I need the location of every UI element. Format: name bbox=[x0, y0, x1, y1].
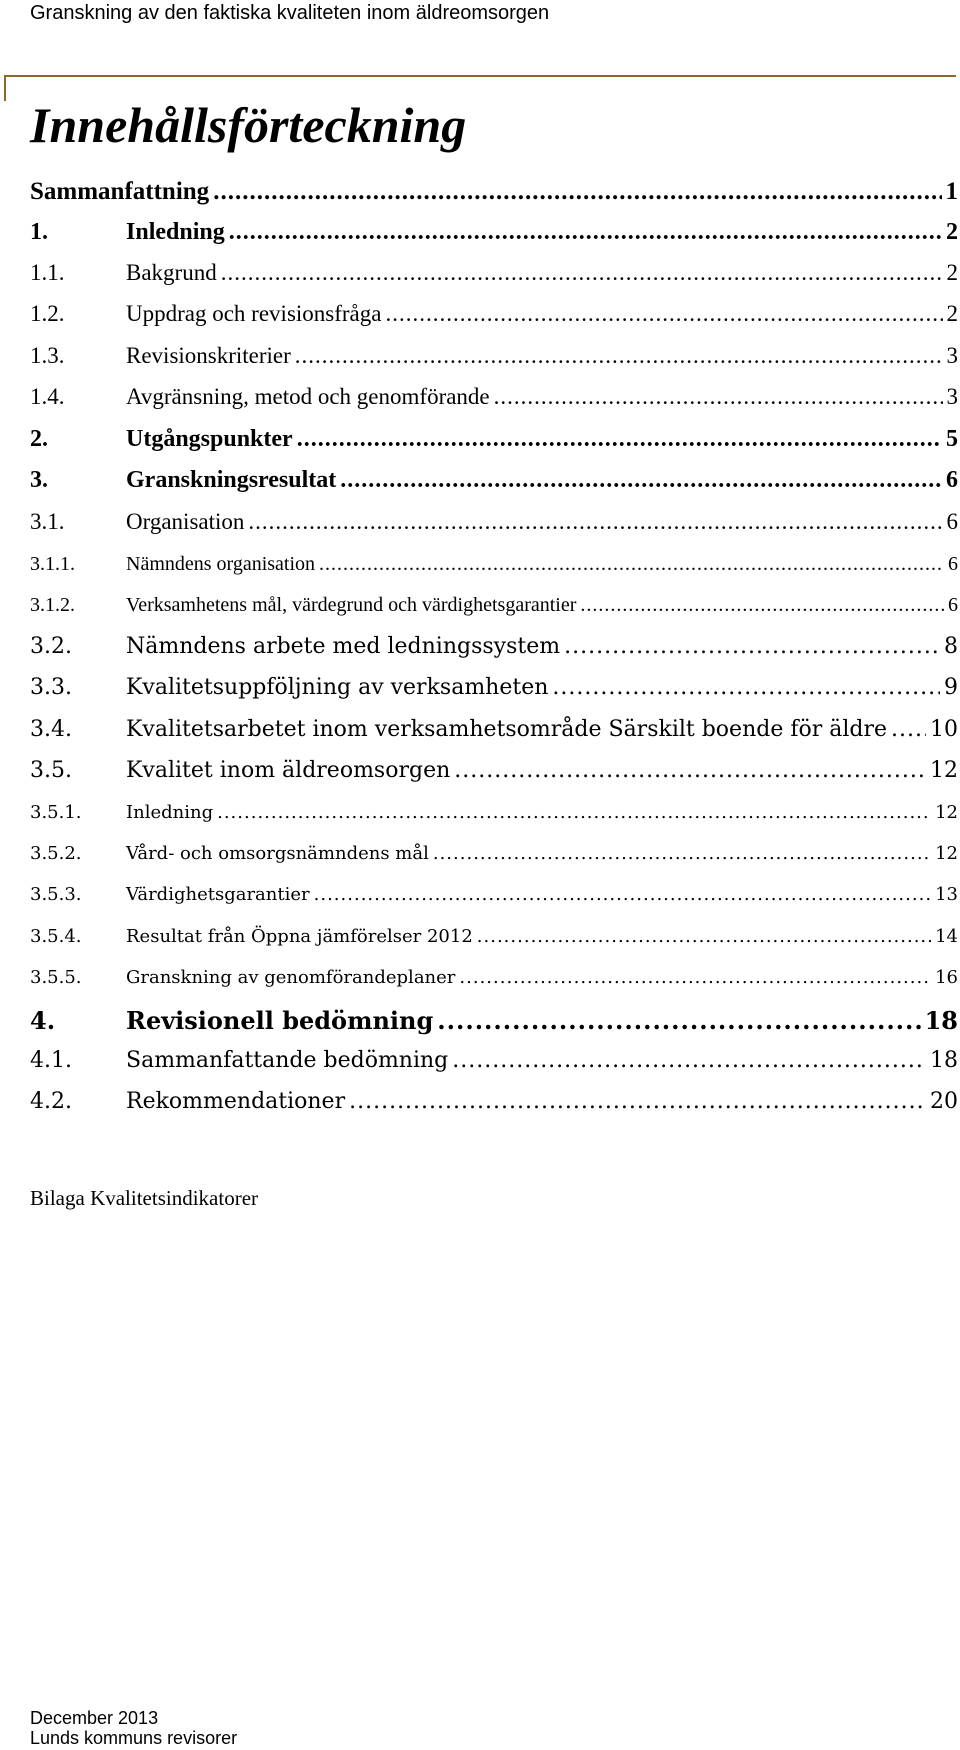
toc-entry-page: 6 bbox=[948, 553, 958, 575]
toc-entry[interactable] bbox=[30, 594, 958, 617]
toc-entry-page: 3 bbox=[946, 384, 958, 409]
toc-leader-dots bbox=[248, 509, 942, 535]
toc-entry-number: 1.2. bbox=[30, 301, 65, 326]
toc-entry-number: 3.5. bbox=[30, 758, 72, 783]
toc-entry-number: 1.3. bbox=[30, 343, 65, 368]
toc-leader-dots bbox=[891, 717, 926, 742]
toc-entry-page: 18 bbox=[924, 1006, 958, 1035]
toc-entry[interactable] bbox=[30, 384, 958, 410]
toc-entry-page: 16 bbox=[935, 967, 958, 988]
toc-entry-label: Värdighetsgarantier bbox=[126, 884, 310, 905]
toc-entry[interactable] bbox=[30, 675, 958, 700]
toc-entry-label: Uppdrag och revisionsfråga bbox=[126, 301, 382, 326]
toc-leader-dots bbox=[295, 343, 943, 369]
toc-entry[interactable] bbox=[30, 843, 958, 864]
toc-entry-number: 3.1. bbox=[30, 509, 65, 534]
toc-entry[interactable] bbox=[30, 967, 958, 988]
toc-entry-page: 6 bbox=[946, 467, 958, 493]
toc-entry[interactable] bbox=[30, 219, 958, 246]
toc-leader-dots bbox=[552, 675, 940, 700]
toc-entry-number: 3. bbox=[30, 467, 48, 493]
toc-entry-label: Nämndens arbete med ledningssystem bbox=[126, 634, 561, 659]
toc-leader-dots bbox=[297, 426, 942, 453]
toc-leader-dots bbox=[580, 594, 944, 617]
toc-entry-label: Granskning av genomförandeplaner bbox=[126, 967, 456, 988]
toc-entry-page: 5 bbox=[946, 426, 958, 452]
toc-entry-page: 12 bbox=[930, 758, 958, 783]
toc-leader-dots bbox=[437, 1006, 920, 1035]
toc-entry[interactable] bbox=[30, 1048, 958, 1073]
toc-entry[interactable] bbox=[30, 634, 958, 659]
toc-entry-page: 2 bbox=[946, 219, 958, 245]
toc-entry[interactable] bbox=[30, 717, 958, 742]
appendix-note: Bilaga Kvalitetsindikatorer bbox=[30, 1186, 259, 1210]
toc-leader-dots bbox=[454, 758, 926, 783]
toc-entry-page: 3 bbox=[946, 343, 958, 368]
toc-entry[interactable] bbox=[30, 178, 958, 206]
toc-entry[interactable] bbox=[30, 467, 958, 494]
toc-entry-number: 3.5.2. bbox=[30, 843, 82, 864]
toc-entry[interactable] bbox=[30, 343, 958, 369]
toc-entry-label: Vård- och omsorgsnämndens mål bbox=[126, 843, 429, 864]
toc-entry[interactable] bbox=[30, 1089, 958, 1114]
toc-entry-page: 6 bbox=[948, 594, 958, 616]
page-title: Innehållsförteckning bbox=[30, 97, 467, 153]
toc-entry-page: 6 bbox=[946, 509, 958, 534]
toc-entry[interactable] bbox=[30, 553, 958, 576]
toc-leader-dots bbox=[314, 884, 931, 905]
toc-entry-label: Kvalitet inom äldreomsorgen bbox=[126, 758, 451, 783]
toc-entry-number: 3.5.3. bbox=[30, 884, 82, 905]
toc-leader-dots bbox=[385, 301, 942, 327]
toc-entry-number: 3.5.1. bbox=[30, 802, 82, 823]
toc-entry-page: 9 bbox=[944, 675, 958, 700]
toc-entry-label: Granskningsresultat bbox=[126, 467, 337, 493]
toc-leader-dots bbox=[452, 1048, 926, 1073]
toc-entry-number: 2. bbox=[30, 426, 48, 452]
toc-entry-number: 4.1. bbox=[30, 1048, 72, 1073]
page-footer bbox=[30, 1708, 237, 1748]
page-header: Granskning av den faktiska kvaliteten inom äldreomsorgen bbox=[30, 2, 550, 24]
toc-leader-dots bbox=[477, 926, 931, 947]
toc-entry-label: Inledning bbox=[126, 219, 225, 245]
header-rule bbox=[4, 75, 956, 77]
toc-entry[interactable] bbox=[30, 426, 958, 453]
toc-entry-number: 1.1. bbox=[30, 260, 65, 285]
toc-entry[interactable] bbox=[30, 758, 958, 783]
toc-entry-page: 12 bbox=[935, 843, 958, 864]
toc-leader-dots bbox=[459, 967, 931, 988]
toc-entry-label: Revisionskriterier bbox=[126, 343, 291, 368]
toc-leader-dots bbox=[229, 219, 942, 246]
toc-entry-page: 1 bbox=[945, 178, 958, 205]
toc-entry-label: Kvalitetsuppföljning av verksamheten bbox=[126, 675, 549, 700]
toc-entry-label: Nämndens organisation bbox=[126, 553, 316, 575]
toc-entry[interactable] bbox=[30, 260, 958, 286]
toc-entry[interactable] bbox=[30, 509, 958, 535]
header-rule-corner bbox=[4, 75, 6, 101]
toc-entry[interactable] bbox=[30, 1006, 958, 1035]
toc-entry-number: 4.2. bbox=[30, 1089, 72, 1114]
toc-entry-number: 3.2. bbox=[30, 634, 72, 659]
toc-entry-label: Avgränsning, metod och genomförande bbox=[126, 384, 490, 409]
toc-entry-number: 4. bbox=[30, 1006, 56, 1035]
toc-entry-page: 12 bbox=[935, 802, 958, 823]
toc-entry[interactable] bbox=[30, 301, 958, 327]
toc-leader-dots bbox=[494, 384, 943, 410]
toc-entry-label: Organisation bbox=[126, 509, 245, 534]
toc-leader-dots bbox=[433, 843, 931, 864]
toc-entry[interactable] bbox=[30, 802, 958, 823]
toc-entry-page: 20 bbox=[930, 1089, 958, 1114]
toc-leader-dots bbox=[217, 802, 931, 823]
toc-entry-label: Revisionell bedömning bbox=[126, 1006, 434, 1035]
footer-organization: Lunds kommuns revisorer bbox=[30, 1728, 238, 1748]
toc-leader-dots bbox=[221, 260, 943, 286]
toc-entry-page: 8 bbox=[944, 634, 958, 659]
toc-entry[interactable] bbox=[30, 926, 958, 947]
toc-entry-label: Kvalitetsarbetet inom verksamhetsområde Särskilt boende för äldre bbox=[126, 717, 888, 742]
toc-entry-number: 1.4. bbox=[30, 384, 65, 409]
toc-entry-number: 1. bbox=[30, 219, 48, 245]
toc-entry-page: 10 bbox=[930, 717, 958, 742]
toc-entry-number: 3.1.1. bbox=[30, 553, 75, 575]
toc-entry-page: 18 bbox=[930, 1048, 958, 1073]
toc-leader-dots bbox=[340, 467, 942, 494]
toc-entry-page: 2 bbox=[946, 260, 958, 285]
toc-entry-number: 3.5.4. bbox=[30, 926, 82, 947]
footer-date: December 2013 bbox=[30, 1708, 159, 1728]
toc-entry-page: 13 bbox=[935, 884, 958, 905]
toc-entry-label: Verksamhetens mål, värdegrund och värdighetsgarantier bbox=[126, 594, 577, 616]
toc-leader-dots bbox=[564, 634, 940, 659]
toc-entry-number: 3.4. bbox=[30, 717, 72, 742]
toc-leader-dots bbox=[349, 1089, 926, 1114]
toc-leader-dots bbox=[319, 553, 944, 576]
toc-entry-label: Rekommendationer bbox=[126, 1089, 346, 1114]
toc-leader-dots bbox=[213, 178, 941, 206]
toc-entry-label: Sammanfattande bedömning bbox=[126, 1048, 449, 1073]
toc-entry-label: Bakgrund bbox=[126, 260, 217, 285]
toc-entry-label: Inledning bbox=[126, 802, 214, 823]
toc-entry[interactable] bbox=[30, 884, 958, 905]
toc-entry-number: 3.3. bbox=[30, 675, 72, 700]
toc-entry-label: Utgångspunkter bbox=[126, 426, 293, 452]
toc-entry-label: Sammanfattning bbox=[30, 178, 210, 205]
toc-entry-number: 3.1.2. bbox=[30, 594, 75, 616]
toc-entry-page: 14 bbox=[935, 926, 958, 947]
toc-entry-number: 3.5.5. bbox=[30, 967, 82, 988]
toc-entry-label: Resultat från Öppna jämförelser 2012 bbox=[126, 926, 473, 947]
toc-entry-page: 2 bbox=[946, 301, 958, 326]
